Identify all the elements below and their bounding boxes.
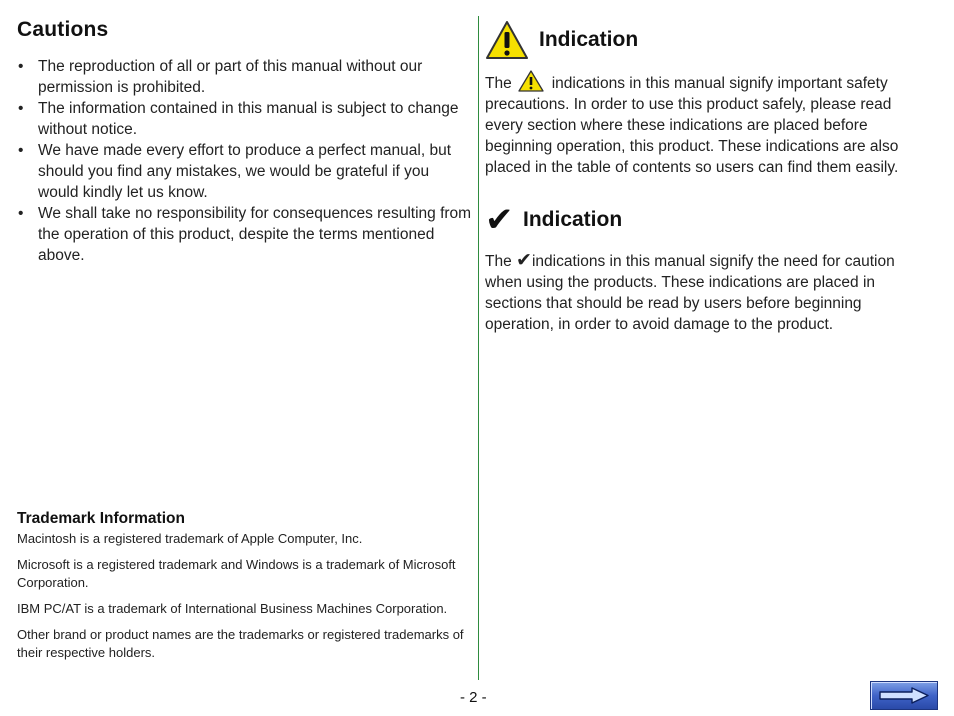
check-description: The ✔indications in this manual signify the need for caution when using the products. These indications are placed in sections that should be read by users before beginning operation, in order to avoid damage to the product. [485,250,895,333]
check-heading: Indication [523,208,623,231]
next-page-button[interactable] [870,681,938,710]
check-heading-row [485,198,925,242]
warning-heading-row [485,18,925,62]
cautions-title: Cautions [17,18,109,41]
page-number: - 2 - [460,689,487,706]
trademark-paragraph: Microsoft is a registered trademark and Windows is a trademark of Microsoft Corporation. [17,557,456,590]
list-item: • We have made every effort to produce a perfect manual, but should you find any mistakes, we would be grateful if you would kindly let us know. [18,142,451,201]
check-indication-section [485,198,925,335]
trademark-paragraph: IBM PC/AT is a trademark of International Business Machines Corporation. [17,601,448,616]
next-arrow-icon [878,687,930,704]
trademark-paragraph: Other brand or product names are the trademarks or registered trademarks of their respective holders. [17,627,464,660]
column-divider [478,16,479,680]
cautions-section [17,18,472,266]
warning-indication-section [485,18,925,178]
trademark-paragraph: Macintosh is a registered trademark of Apple Computer, Inc. [17,531,363,546]
warning-triangle-icon [485,20,529,60]
list-item: • The information contained in this manual is subject to change without notice. [18,100,459,138]
checkmark-icon: ✔ [516,250,532,271]
trademark-section [17,510,472,670]
trademark-title: Trademark Information [17,510,185,527]
list-item: • We shall take no responsibility for consequences resulting from the operation of this product, despite the terms mentioned above. [18,205,472,264]
checkmark-icon: ✔ [485,201,514,239]
list-item: • The reproduction of all or part of this manual without our permission is prohibited. [18,58,423,96]
cautions-list [17,56,472,266]
warning-description: The indications in this manual signify important safety precautions. In order to use this product safely, please read every section where these indications are placed before beginning operation, this product. These indications are also placed in the table of contents so users can find them easily. [485,70,925,178]
warning-triangle-icon [518,70,544,92]
warning-heading: Indication [539,28,639,51]
indications-column [485,18,925,335]
